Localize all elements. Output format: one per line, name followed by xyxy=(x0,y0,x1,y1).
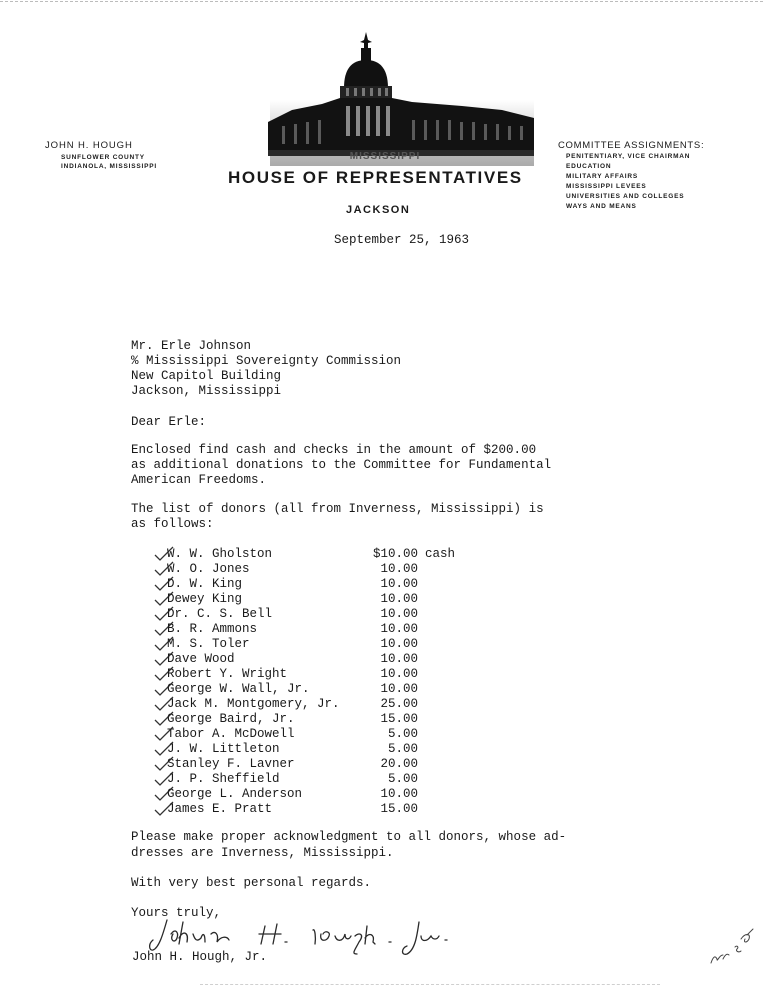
donor-row xyxy=(147,577,467,592)
donor-row xyxy=(147,682,467,697)
body-line: The list of donors (all from Inverness, Mississippi) is xyxy=(131,502,544,516)
donor-amount: 10.00 xyxy=(380,607,418,621)
donor-name: Stanley F. Lavner xyxy=(167,757,295,771)
donor-name: George L. Anderson xyxy=(167,787,303,801)
letter-date: September 25, 1963 xyxy=(334,233,470,247)
donor-row xyxy=(147,562,467,577)
committee-item: WAYS AND MEANS xyxy=(566,203,637,210)
sender-city: INDIANOLA, MISSISSIPPI xyxy=(61,163,157,170)
committee-item: PENITENTIARY, VICE CHAIRMAN xyxy=(566,153,691,160)
donor-name: M. S. Toler xyxy=(167,637,250,651)
donor-amount: 10.00 xyxy=(380,667,418,681)
donor-name: W. O. Jones xyxy=(167,562,250,576)
donor-name: Dr. C. S. Bell xyxy=(167,607,273,621)
donor-row xyxy=(147,652,467,667)
donor-row xyxy=(147,637,467,652)
donor-amount: 10.00 xyxy=(380,622,418,636)
address-line: Jackson, Mississippi xyxy=(131,384,282,398)
donor-amount: 25.00 xyxy=(380,697,418,711)
donor-amount: 5.00 xyxy=(387,742,418,756)
body-line: American Freedoms. xyxy=(131,473,267,487)
donor-amount: 15.00 xyxy=(380,802,418,816)
donor-row xyxy=(147,607,467,622)
donor-amount: 20.00 xyxy=(380,757,418,771)
donor-row xyxy=(147,727,467,742)
donor-row xyxy=(147,667,467,682)
letterhead-title: HOUSE OF REPRESENTATIVES xyxy=(228,168,523,187)
letterhead-state: MISSISSIPPI xyxy=(349,151,421,162)
donor-row xyxy=(147,712,467,727)
donor-name: Dave Wood xyxy=(167,652,235,666)
sender-name: JOHN H. HOUGH xyxy=(45,140,133,151)
body-line: dresses are Inverness, Mississippi. xyxy=(131,846,394,860)
donor-amount: 10.00 xyxy=(380,562,418,576)
donor-row xyxy=(147,592,467,607)
salutation: Dear Erle: xyxy=(131,415,207,429)
donor-name: J. P. Sheffield xyxy=(167,772,280,786)
body-line: Please make proper acknowledgment to all donors, whose ad- xyxy=(131,830,567,844)
regards: With very best personal regards. xyxy=(131,876,372,890)
donor-name: Tabor A. McDowell xyxy=(167,727,295,741)
donor-row xyxy=(147,787,467,802)
donor-name: Jack M. Montgomery, Jr. xyxy=(167,697,340,711)
donor-amount: 10.00 xyxy=(380,577,418,591)
donor-amount: 5.00 xyxy=(387,772,418,786)
donor-amount: 10.00 xyxy=(380,652,418,666)
donor-amount: 10.00 xyxy=(380,592,418,606)
donor-amount: 10.00 xyxy=(380,787,418,801)
address-line: % Mississippi Sovereignty Commission xyxy=(131,354,402,368)
donor-row xyxy=(147,772,467,787)
signed-name: John H. Hough, Jr. xyxy=(132,950,268,964)
donor-name: Dewey King xyxy=(167,592,243,606)
body-line: as follows: xyxy=(131,517,214,531)
sender-county: SUNFLOWER COUNTY xyxy=(61,154,145,161)
body-line: as additional donations to the Committee for Fundamental xyxy=(131,458,552,472)
committee-item: UNIVERSITIES AND COLLEGES xyxy=(566,193,685,200)
page-top-edge xyxy=(0,1,763,2)
committee-item: MISSISSIPPI LEVEES xyxy=(566,183,647,190)
donor-name: James E. Pratt xyxy=(167,802,273,816)
donor-name: D. W. King xyxy=(167,577,243,591)
donor-name: W. W. Gholston xyxy=(167,547,273,561)
donor-name: B. R. Ammons xyxy=(167,622,258,636)
capitol-building-image xyxy=(262,30,542,170)
donor-amount: $10.00 xyxy=(372,547,418,561)
donor-name: J. W. Littleton xyxy=(167,742,280,756)
donor-name: Robert Y. Wright xyxy=(167,667,288,681)
address-line: Mr. Erle Johnson xyxy=(131,339,252,353)
committee-heading: COMMITTEE ASSIGNMENTS: xyxy=(558,140,705,151)
donor-name: George Baird, Jr. xyxy=(167,712,295,726)
donor-row xyxy=(147,757,467,772)
address-line: New Capitol Building xyxy=(131,369,282,383)
donor-row xyxy=(147,622,467,637)
donor-row xyxy=(147,802,467,817)
donor-amount: 10.00 xyxy=(380,682,418,696)
page-bottom-edge xyxy=(200,984,660,985)
donor-row xyxy=(147,697,467,712)
donor-note: cash xyxy=(425,547,456,561)
committee-item: EDUCATION xyxy=(566,163,612,170)
donor-amount: 15.00 xyxy=(380,712,418,726)
closing: Yours truly, xyxy=(131,906,222,920)
letterhead-city: JACKSON xyxy=(346,204,411,216)
committee-item: MILITARY AFFAIRS xyxy=(566,173,639,180)
donor-row xyxy=(147,547,467,562)
body-line: Enclosed find cash and checks in the amount of $200.00 xyxy=(131,443,537,457)
donor-row xyxy=(147,742,467,757)
donor-name: George W. Wall, Jr. xyxy=(167,682,310,696)
margin-pencil-annotation xyxy=(705,925,760,970)
donor-amount: 10.00 xyxy=(380,637,418,651)
donor-amount: 5.00 xyxy=(387,727,418,741)
